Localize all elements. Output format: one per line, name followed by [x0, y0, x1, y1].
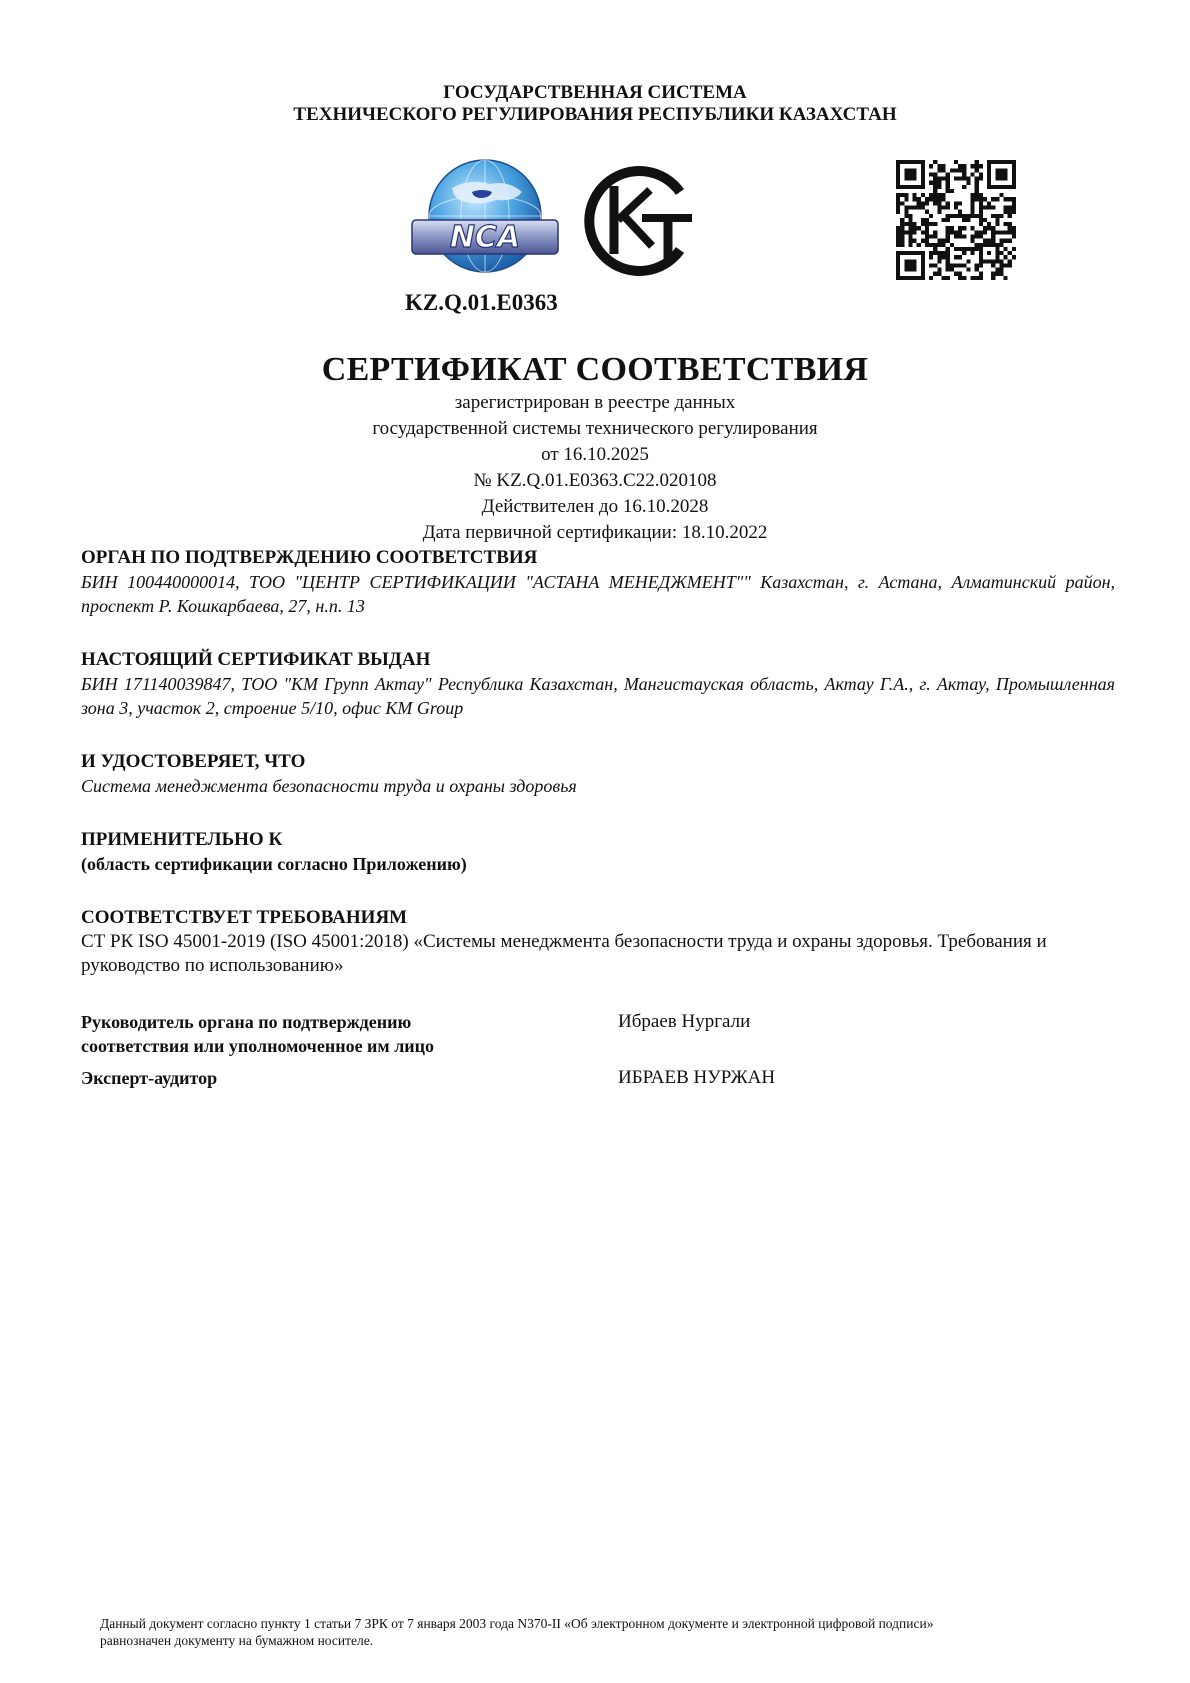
header-line-2: ТЕХНИЧЕСКОГО РЕГУЛИРОВАНИЯ РЕСПУБЛИКИ КАЗАХСТАН	[293, 104, 897, 125]
header-line-1: ГОСУДАРСТВЕННАЯ СИСТЕМА	[443, 82, 747, 103]
section-text: Система менеджмента безопасности труда и охраны здоровья	[81, 776, 577, 796]
section-text: БИН 100440000014, ТОО "ЦЕНТР СЕРТИФИКАЦИИ "АСТАНА МЕНЕДЖМЕНТ"" Казахстан, г. Астана, Алматинский район, проспект Р. Кошкарбаева, 27, н.п. 13	[81, 572, 1115, 616]
section-text: БИН 171140039847, ТОО "КМ Групп Актау" Республика Казахстан, Мангистауская область, Актау Г.А., г. Актау, Промышленная зона 3, участок 2, строение 5/10, офис KM Group	[81, 674, 1115, 718]
section-text: (область сертификации согласно Приложению)	[81, 854, 467, 874]
section-heading: НАСТОЯЩИЙ СЕРТИФИКАТ ВЫДАН	[81, 649, 431, 670]
first-certification-date: Дата первичной сертификации: 18.10.2022	[422, 522, 768, 543]
footer-line-1: Данный документ согласно пункту 1 статьи 7 ЗРК от 7 января 2003 года N370-II «Об электронном документе и электронной цифровой подписи»	[100, 1616, 934, 1631]
expert-auditor-label: Эксперт-аудитор	[81, 1068, 218, 1088]
registry-line-1: зарегистрирован в реестре данных	[454, 392, 736, 413]
nca-logo-text: NCA	[449, 220, 521, 255]
section-heading: ОРГАН ПО ПОДТВЕРЖДЕНИЮ СООТВЕТСТВИЯ	[81, 547, 538, 568]
registration-date: от 16.10.2025	[541, 444, 649, 465]
valid-until: Действителен до 16.10.2028	[481, 496, 709, 517]
section-text: СТ РК ISO 45001-2019 (ISO 45001:2018) «Системы менеджмента безопасности труда и охраны здоровья. Требования и руководство по использованию»	[81, 931, 1047, 976]
section-heading: СООТВЕТСТВУЕТ ТРЕБОВАНИЯМ	[81, 907, 408, 928]
expert-auditor-name: ИБРАЕВ НУРЖАН	[618, 1067, 776, 1088]
section-applicable-to	[81, 828, 1115, 876]
section-issued-to	[81, 648, 1115, 720]
nca-globe-logo	[410, 158, 560, 280]
certificate-title: СЕРТИФИКАТ СООТВЕТСТВИЯ	[321, 351, 869, 388]
certificate-number: № KZ.Q.01.E0363.C22.020108	[473, 470, 717, 491]
section-certifies	[81, 750, 1115, 798]
head-signatory-label-2: соответствия или уполномоченное им лицо	[81, 1036, 435, 1056]
section-heading: И УДОСТОВЕРЯЕТ, ЧТО	[81, 751, 306, 772]
accreditation-code: KZ.Q.01.E0363	[405, 290, 558, 315]
qr-code-icon	[896, 160, 1016, 280]
section-certification-body	[81, 546, 1115, 618]
legal-footer	[100, 1615, 1110, 1649]
registry-line-2: государственной системы технического регулирования	[372, 418, 818, 439]
head-signatory-name: Ибраев Нургали	[618, 1011, 751, 1032]
kt-conformity-mark	[580, 158, 696, 280]
section-heading: ПРИМЕНИТЕЛЬНО К	[81, 829, 283, 850]
footer-line-2: равнозначен документу на бумажном носителе.	[100, 1633, 374, 1648]
head-signatory-label-1: Руководитель органа по подтверждению	[81, 1012, 412, 1032]
section-complies	[81, 906, 1115, 978]
